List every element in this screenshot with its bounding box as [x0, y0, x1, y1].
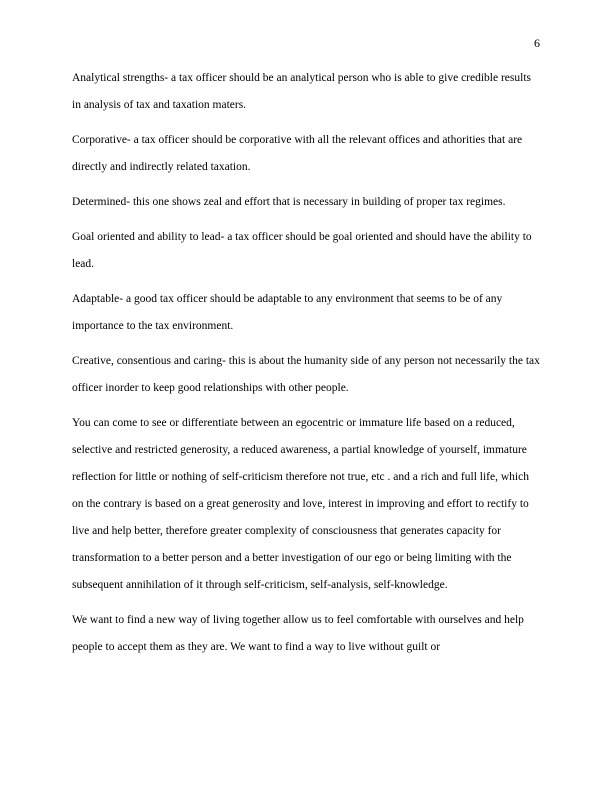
paragraph-analytical-strengths: Analytical strengths- a tax officer should be an analytical person who is able to give credible results in analysis of tax and taxation maters. — [72, 72, 532, 111]
paragraph-living-together: We want to find a new way of living together allow us to feel comfortable with ourselves and help people to accept them as they are. We want to find a way to live without guilt or — [72, 614, 524, 653]
paragraph-determined: Determined- this one shows zeal and effort that is necessary in building of proper tax regimes. — [72, 196, 506, 208]
page-number: 6 — [534, 36, 540, 50]
paragraph-corporative: Corporative- a tax officer should be corporative with all the relevant offices and athorities that are directly and indirectly related taxation. — [72, 134, 523, 173]
paragraph-adaptable: Adaptable- a good tax officer should be adaptable to any environment that seems to be of any importance to the tax environment. — [72, 293, 503, 332]
paragraph-creative: Creative, consentious and caring- this is about the humanity side of any person not necessarily the tax officer inorder to keep good relationships with other people. — [72, 355, 540, 394]
document-body — [72, 65, 540, 669]
paragraph-egocentric-life: You can come to see or differentiate between an egocentric or immature life based on a reduced, selective and restricted generosity, a reduced awareness, a partial knowledge of yourself, immature reflection for little or nothing of self-criticism therefore not true, etc . and a rich and full life, which on the contrary is based on a great generosity and love, interest in improving and effort to rectify to live and help better, therefore greater complexity of consciousness that generates capacity for transformation to a better person and a better investigation of our ego or being limiting with the subsequent annihilation of it through self-criticism, self-analysis, self-knowledge. — [72, 417, 529, 591]
paragraph-goal-oriented: Goal oriented and ability to lead- a tax officer should be goal oriented and should have the ability to lead. — [72, 231, 532, 270]
